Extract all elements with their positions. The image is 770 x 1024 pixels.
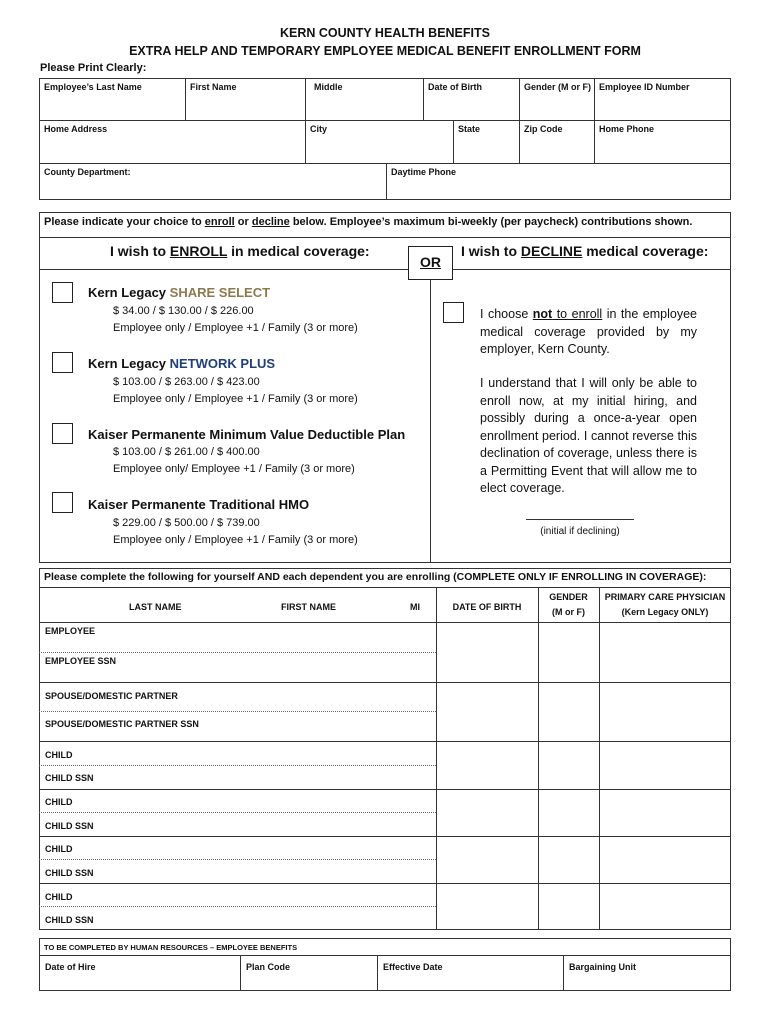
decline-checkbox[interactable]	[443, 302, 464, 323]
county-department-field[interactable]: County Department:	[44, 167, 131, 177]
daytime-phone-field[interactable]: Daytime Phone	[391, 167, 457, 177]
decline-heading: I wish to DECLINE medical coverage:	[461, 243, 709, 259]
city-field[interactable]: City	[310, 124, 328, 134]
initial-line[interactable]	[526, 519, 634, 520]
row-child-ssn[interactable]: CHILD SSN	[45, 821, 94, 831]
kaiser-mvd-checkbox[interactable]	[52, 423, 73, 444]
plan-price: $ 34.00 / $ 130.00 / $ 226.00	[113, 305, 254, 317]
plan-price: $ 103.00 / $ 263.00 / $ 423.00	[113, 376, 260, 388]
dob-field[interactable]: Date of Birth	[428, 82, 482, 92]
initial-caption: (initial if declining)	[540, 526, 620, 537]
date-of-hire-field[interactable]: Date of Hire	[45, 962, 96, 972]
col-gender-sub: (M or F)	[552, 607, 585, 617]
hr-heading: TO BE COMPLETED BY HUMAN RESOURCES – EMPLOYEE BENEFITS	[44, 943, 298, 952]
col-last-name: LAST NAME	[129, 602, 182, 612]
row-child-ssn[interactable]: CHILD SSN	[45, 868, 94, 878]
plan-price: $ 103.00 / $ 261.00 / $ 400.00	[113, 446, 260, 458]
choice-instruction: Please indicate your choice to enroll or decline below. Employee’s maximum bi-weekly (per paycheck) contributions shown.	[44, 216, 693, 228]
middle-name-field[interactable]: Middle	[314, 82, 343, 92]
plan-kaiser-hmo: Kaiser Permanente Traditional HMO	[88, 497, 310, 512]
effective-date-field[interactable]: Effective Date	[383, 962, 443, 972]
plan-network-plus: Kern Legacy NETWORK PLUS	[88, 356, 276, 371]
state-field[interactable]: State	[458, 124, 481, 134]
col-gender: GENDER	[549, 592, 588, 602]
plan-tiers: Employee only / Employee +1 / Family (3 or more)	[113, 393, 358, 405]
col-mi: MI	[410, 602, 420, 612]
first-name-field[interactable]: First Name	[190, 82, 237, 92]
row-employee[interactable]: EMPLOYEE	[45, 626, 96, 636]
decline-statement: I choose not to enroll in the employee medical coverage provided by my employer, Kern County.	[480, 307, 697, 356]
plan-tiers: Employee only/ Employee +1 / Family (3 or more)	[113, 463, 355, 475]
bargaining-unit-field[interactable]: Bargaining Unit	[569, 962, 636, 972]
row-employee-ssn[interactable]: EMPLOYEE SSN	[45, 656, 117, 666]
col-first-name: FIRST NAME	[281, 602, 336, 612]
plan-tiers: Employee only / Employee +1 / Family (3 or more)	[113, 534, 358, 546]
network-plus-checkbox[interactable]	[52, 352, 73, 373]
row-spouse-ssn[interactable]: SPOUSE/DOMESTIC PARTNER SSN	[45, 719, 199, 729]
zip-field[interactable]: Zip Code	[524, 124, 563, 134]
gender-field[interactable]: Gender (M or F)	[524, 82, 591, 92]
plan-price: $ 229.00 / $ 500.00 / $ 739.00	[113, 517, 260, 529]
dependents-heading: Please complete the following for yourself AND each dependent you are enrolling (COMPLETE ONLY IF ENROLLING IN COVERAGE):	[44, 571, 707, 583]
plan-share-select: Kern Legacy SHARE SELECT	[88, 285, 271, 300]
employee-id-field[interactable]: Employee ID Number	[599, 82, 690, 92]
home-phone-field[interactable]: Home Phone	[599, 124, 655, 134]
or-separator: OR	[408, 246, 453, 280]
print-note: Please Print Clearly:	[40, 62, 147, 74]
plan-code-field[interactable]: Plan Code	[246, 962, 291, 972]
form-title: KERN COUNTY HEALTH BENEFITS	[280, 26, 490, 40]
row-spouse[interactable]: SPOUSE/DOMESTIC PARTNER	[45, 691, 178, 701]
last-name-field[interactable]: Employee’s Last Name	[44, 82, 142, 92]
enroll-heading: I wish to ENROLL in medical coverage:	[110, 243, 370, 259]
decline-terms: I understand that I will only be able to enroll now, at my initial hiring, and possibly during a once-a-year open enrollment period. I cannot reverse this declination of coverage, unless there is a Permitting Event that will allow me to elect coverage.	[480, 376, 697, 495]
row-child[interactable]: CHILD	[45, 750, 73, 760]
home-address-field[interactable]: Home Address	[44, 124, 108, 134]
row-child[interactable]: CHILD	[45, 797, 73, 807]
col-dob: DATE OF BIRTH	[452, 602, 522, 612]
kaiser-hmo-checkbox[interactable]	[52, 492, 73, 513]
row-child-ssn[interactable]: CHILD SSN	[45, 773, 94, 783]
row-child[interactable]: CHILD	[45, 844, 73, 854]
share-select-checkbox[interactable]	[52, 282, 73, 303]
row-child-ssn[interactable]: CHILD SSN	[45, 915, 94, 925]
employee-info-grid	[39, 78, 731, 200]
col-pcp: PRIMARY CARE PHYSICIAN	[604, 592, 726, 602]
network-plus-label: NETWORK PLUS	[169, 356, 276, 371]
form-subtitle: EXTRA HELP AND TEMPORARY EMPLOYEE MEDICAL BENEFIT ENROLLMENT FORM	[129, 44, 641, 58]
share-select-label: SHARE SELECT	[169, 285, 271, 300]
plan-kaiser-mvd: Kaiser Permanente Minimum Value Deductible Plan	[88, 427, 406, 442]
plan-tiers: Employee only / Employee +1 / Family (3 or more)	[113, 322, 358, 334]
row-child[interactable]: CHILD	[45, 892, 73, 902]
col-pcp-sub: (Kern Legacy ONLY)	[621, 607, 709, 617]
